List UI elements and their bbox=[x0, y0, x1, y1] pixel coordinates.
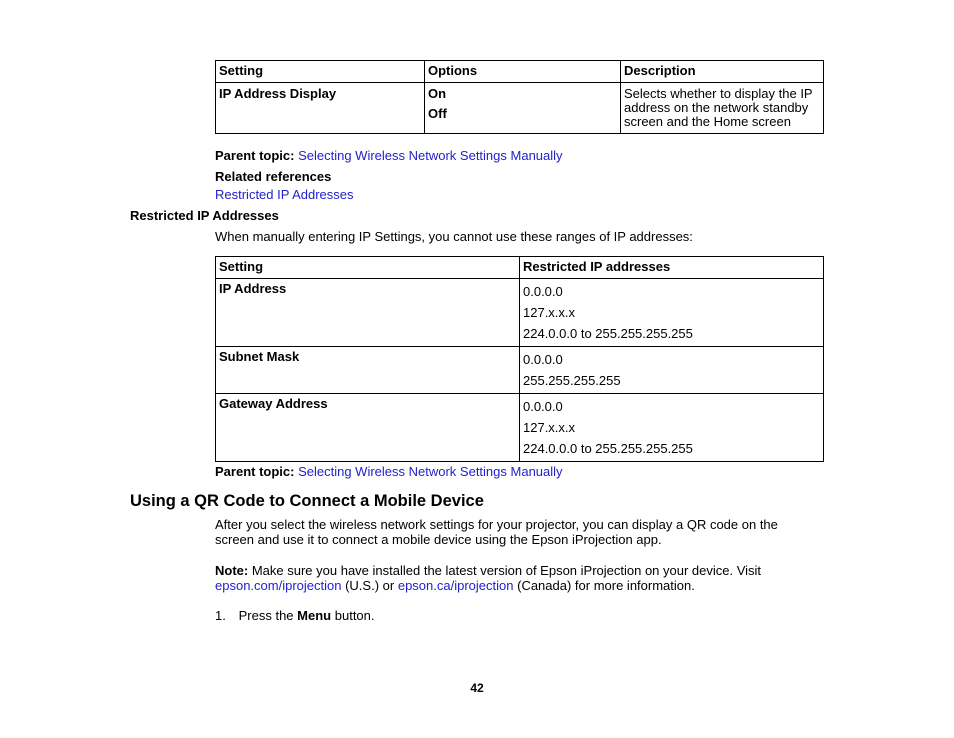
table-header-row bbox=[216, 61, 824, 83]
values-cell bbox=[520, 394, 824, 462]
table-row bbox=[216, 83, 824, 134]
table-header-cell: Options bbox=[425, 61, 621, 83]
epson-ca-link[interactable]: epson.ca/iprojection bbox=[397, 578, 514, 593]
step-number: 1. bbox=[215, 608, 226, 623]
setting-cell: Subnet Mask bbox=[216, 347, 520, 394]
ip-value: 0.0.0.0 bbox=[523, 352, 563, 367]
parent-topic-label: Parent topic: bbox=[215, 464, 295, 479]
ip-value: 127.x.x.x bbox=[523, 305, 576, 320]
options-cell bbox=[425, 83, 621, 134]
values-cell bbox=[520, 347, 824, 394]
table-header-cell: Setting bbox=[216, 61, 425, 83]
ip-value: 224.0.0.0 to 255.255.255.255 bbox=[523, 326, 693, 341]
note-text: (Canada) for more information. bbox=[517, 578, 695, 593]
note-text: Make sure you have installed the latest version of Epson iProjection on your device. Visit bbox=[251, 563, 762, 578]
parent-topic-link[interactable]: Selecting Wireless Network Settings Manually bbox=[298, 464, 563, 479]
table-row bbox=[216, 279, 824, 347]
description-cell: Selects whether to display the IP address on the network standby screen and the Home screen bbox=[621, 83, 824, 134]
ip-value: 127.x.x.x bbox=[523, 420, 576, 435]
note-label: Note: bbox=[215, 563, 249, 578]
note bbox=[215, 563, 815, 593]
related-references-heading: Related references bbox=[215, 169, 332, 184]
ip-value: 255.255.255.255 bbox=[523, 373, 621, 388]
section-heading: Using a QR Code to Connect a Mobile Device bbox=[130, 492, 484, 510]
option-value: On bbox=[428, 86, 447, 101]
note-text: (U.S.) or bbox=[345, 578, 395, 593]
parent-topic-label: Parent topic: bbox=[215, 148, 295, 163]
step-item bbox=[215, 608, 375, 623]
setting-cell: Gateway Address bbox=[216, 394, 520, 462]
table-header-row bbox=[216, 257, 824, 279]
ip-value: 0.0.0.0 bbox=[523, 399, 563, 414]
section-intro: After you select the wireless network settings for your projector, you can display a QR code on the screen and use it to connect a mobile device using the Epson iProjection app. bbox=[215, 517, 778, 547]
restricted-ip-table bbox=[215, 256, 824, 462]
ip-value: 0.0.0.0 bbox=[523, 284, 563, 299]
ip-value: 224.0.0.0 to 255.255.255.255 bbox=[523, 441, 693, 456]
step-text: Press the bbox=[238, 608, 294, 623]
parent-topic bbox=[215, 148, 563, 163]
values-cell bbox=[520, 279, 824, 347]
option-value: Off bbox=[428, 106, 447, 121]
section-intro: When manually entering IP Settings, you cannot use these ranges of IP addresses: bbox=[215, 229, 693, 244]
parent-topic-link[interactable]: Selecting Wireless Network Settings Manually bbox=[298, 148, 563, 163]
epson-com-link[interactable]: epson.com/iprojection bbox=[215, 578, 342, 593]
setting-cell: IP Address Display bbox=[216, 83, 425, 134]
page-number: 42 bbox=[470, 681, 484, 695]
table-header-cell: Setting bbox=[216, 257, 520, 279]
menu-button-label: Menu bbox=[297, 608, 332, 623]
setting-cell: IP Address bbox=[216, 279, 520, 347]
options-table bbox=[215, 60, 824, 134]
step-text: button. bbox=[334, 608, 375, 623]
table-header-cell: Restricted IP addresses bbox=[520, 257, 824, 279]
related-reference-link[interactable]: Restricted IP Addresses bbox=[215, 187, 354, 202]
section-title: Restricted IP Addresses bbox=[130, 208, 279, 223]
table-header-cell: Description bbox=[621, 61, 824, 83]
parent-topic bbox=[215, 464, 563, 479]
table-row bbox=[216, 394, 824, 462]
table-row bbox=[216, 347, 824, 394]
